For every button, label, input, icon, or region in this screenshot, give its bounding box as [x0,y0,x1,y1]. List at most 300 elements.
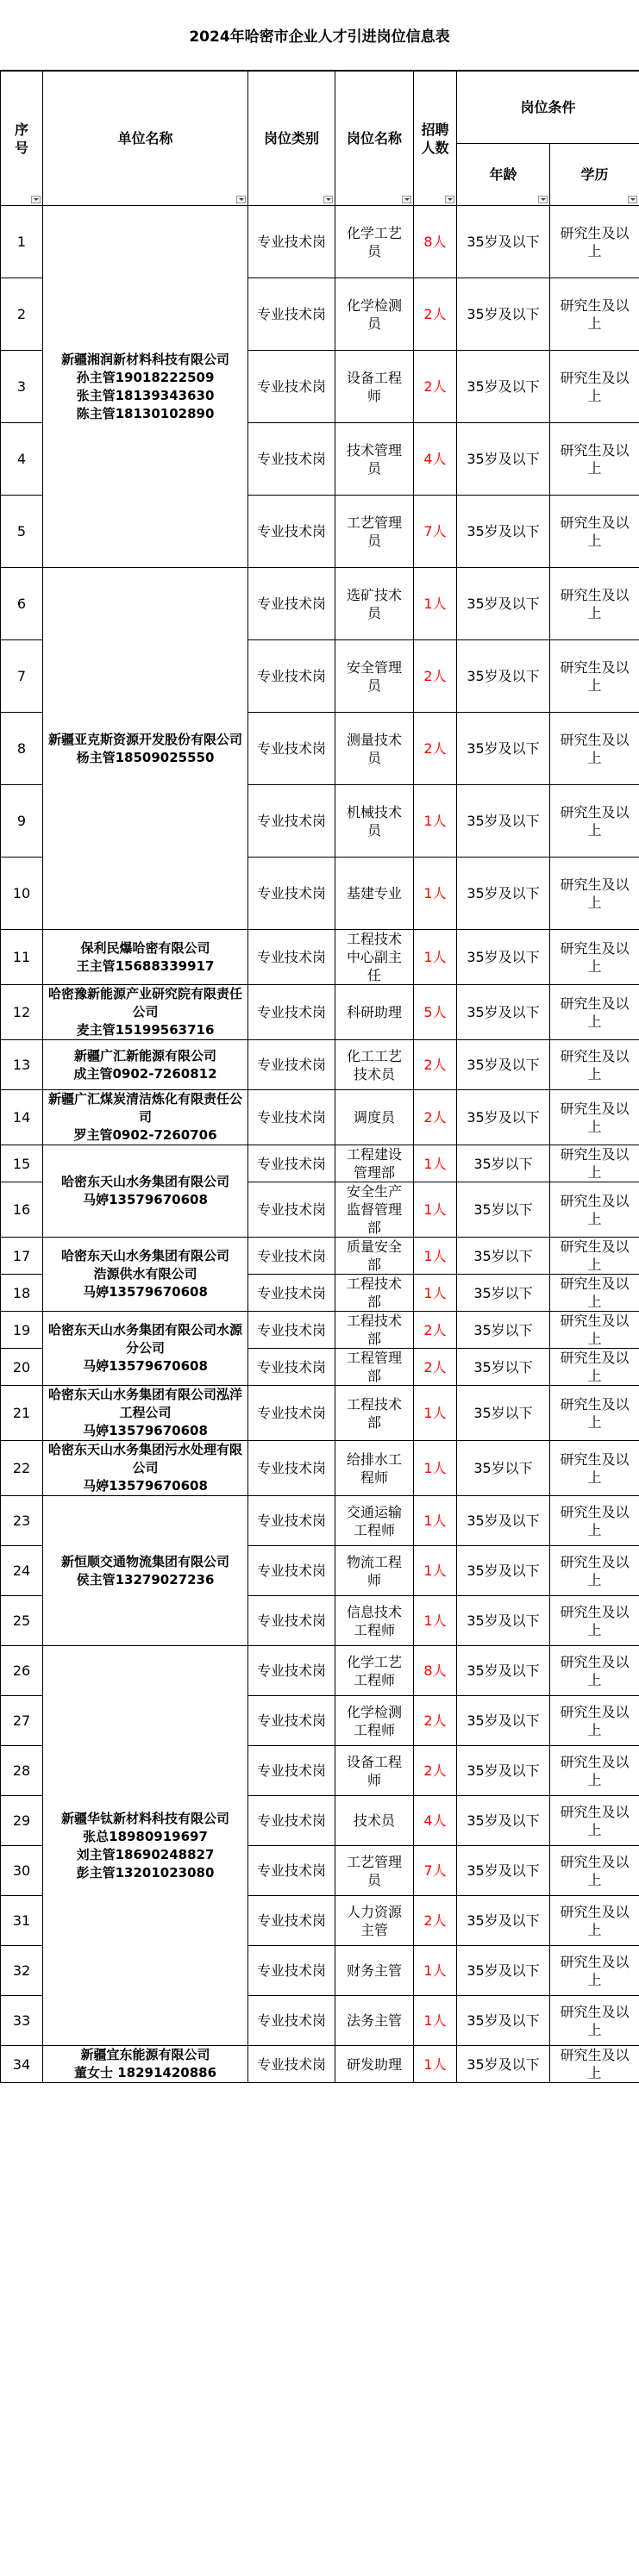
table-row [1,1090,639,1145]
cell-no-text: 20 [12,1358,31,1375]
cell-count [414,1946,457,1996]
cell-age [457,1896,550,1946]
cell-no-text: 1 [16,234,27,250]
cell-count-text: 2人 [423,378,447,395]
cell-count [414,930,457,985]
cell-count [414,985,457,1040]
cell-post-type [248,930,335,985]
cell-age-text: 35岁及以下 [467,596,540,612]
cell-age [457,1312,550,1349]
cell-no [1,1238,43,1275]
filter-dropdown-icon[interactable] [323,196,333,203]
cell-post-name [335,351,414,423]
unit-line: 新疆广汇煤炭清洁炼化有限责任公司 [47,1091,242,1125]
header-no: 序号 [1,72,43,206]
cell-education-text: 研究生及以上 [560,1503,630,1538]
cell-no-text: 8 [16,740,27,757]
cell-age-text: 35岁及以下 [467,1662,540,1679]
cell-unit [43,985,248,1040]
unit-line: 张主管18139343630 [76,387,215,403]
cell-age [457,1275,550,1312]
cell-education-text: 研究生及以上 [560,224,630,259]
cell-post-type [248,1145,335,1182]
cell-education-text: 研究生及以上 [560,1703,630,1738]
cell-post-name-text: 安全管理员 [346,658,402,694]
cell-education [550,1312,639,1349]
cell-education-text: 研究生及以上 [560,803,630,839]
cell-age-text: 35岁以下 [473,1460,533,1476]
cell-age-text: 35岁及以下 [467,2055,540,2073]
cell-education [550,1546,639,1596]
unit-line: 哈密东天山水务集团有限公司 [60,1248,229,1263]
cell-count-text: 1人 [423,1247,447,1264]
cell-count [414,785,457,858]
cell-post-type [248,1946,335,1996]
cell-count-text: 1人 [423,949,447,965]
cell-post-name-text: 质量安全部 [346,1238,402,1273]
cell-count [414,858,457,930]
cell-post-name [335,1312,414,1349]
cell-post-type [248,278,335,351]
cell-no [1,985,43,1040]
cell-no [1,1386,43,1441]
table-row [1,1145,639,1182]
cell-post-type [248,1275,335,1312]
cell-post-name [335,713,414,785]
header-row-1 [1,72,639,144]
cell-age-text: 35岁及以下 [467,1812,540,1829]
cell-education-text: 研究生及以上 [560,1853,630,1888]
cell-count-text: 1人 [423,1513,447,1529]
cell-count [414,1896,457,1946]
cell-no-text: 22 [12,1460,31,1476]
unit-line: 哈密东天山水务集团有限公司泓洋工程公司 [47,1387,242,1420]
cell-age-text: 35岁及以下 [467,740,540,757]
cell-no [1,206,43,278]
cell-unit [43,568,248,930]
cell-post-name-text: 信息技术工程师 [346,1603,402,1638]
cell-count-text: 1人 [423,1155,447,1172]
cell-education-text: 研究生及以上 [560,939,630,975]
cell-age-text: 35岁及以下 [467,306,540,322]
cell-education [550,423,639,496]
cell-post-type [248,423,335,496]
cell-post-type [248,1441,335,1496]
cell-count [414,1040,457,1090]
header-post-name: 岗位名称 [335,72,414,206]
cell-age-text: 35岁及以下 [467,1513,540,1529]
cell-post-type-text: 专业技术岗 [256,885,326,901]
cell-post-type [248,1546,335,1596]
cell-post-name-text: 化工工艺技术员 [346,1047,402,1082]
cell-count-text: 2人 [423,1109,447,1126]
cell-count-text: 4人 [423,451,447,467]
cell-age [457,351,550,423]
cell-no [1,1441,43,1496]
cell-no-text: 28 [12,1762,31,1779]
cell-education-text: 研究生及以上 [560,1753,630,1788]
cell-education [550,1275,639,1312]
cell-post-type-text: 专业技术岗 [256,1109,326,1126]
cell-post-type-text: 专业技术岗 [256,813,326,829]
unit-line: 张总18980919697 [83,1828,208,1844]
cell-post-name [335,1238,414,1275]
cell-post-name-text: 工程管理部 [346,1350,402,1384]
cell-post-type-text: 专业技术岗 [256,1201,326,1218]
cell-education-text: 研究生及以上 [560,2047,630,2081]
cell-no [1,1946,43,1996]
cell-post-type-text: 专业技术岗 [256,1812,326,1829]
cell-age [457,423,550,496]
cell-no [1,568,43,640]
table-row [1,1040,639,1090]
unit-line: 保利民爆哈密有限公司 [80,939,210,956]
cell-post-type [248,1796,335,1846]
filter-dropdown-icon[interactable] [31,196,41,203]
cell-education [550,1796,639,1846]
cell-education-text: 研究生及以上 [560,441,630,477]
cell-age-text: 35岁以下 [473,1247,533,1264]
cell-no-text: 26 [12,1662,31,1679]
cell-post-name-text: 设备工程师 [346,369,402,404]
cell-no [1,1182,43,1238]
cell-age [457,640,550,713]
cell-education [550,1846,639,1896]
cell-count [414,206,457,278]
header-conditions: 岗位条件 [457,72,639,144]
cell-count [414,351,457,423]
cell-unit [43,1386,248,1441]
cell-education-text: 研究生及以上 [560,1146,630,1181]
cell-no [1,1145,43,1182]
unit-line: 新疆湘润新材料科技有限公司 [60,351,229,367]
table-row [1,2046,639,2083]
cell-age-text: 35岁及以下 [467,1109,540,1126]
cell-education-text: 研究生及以上 [560,876,630,911]
cell-count [414,1386,457,1441]
cell-age [457,1386,550,1441]
cell-no [1,858,43,930]
cell-post-name [335,1796,414,1846]
cell-no [1,351,43,423]
cell-no-text: 34 [12,2055,31,2073]
unit-line: 哈密豫新能源产业研究院有限责任公司 [47,986,242,1020]
cell-unit [43,1090,248,1145]
cell-count [414,1746,457,1796]
cell-education-text: 研究生及以上 [560,1313,630,1347]
cell-post-name-text: 科研助理 [346,1004,402,1020]
table-row [1,1441,639,1496]
cell-education-text: 研究生及以上 [560,658,630,694]
cell-post-name-text: 化学检测员 [346,296,402,332]
unit-line: 新疆宜东能源有限公司 [80,2047,210,2062]
cell-age [457,1090,550,1145]
cell-post-type-text: 专业技术岗 [256,1247,326,1264]
cell-no-text: 6 [16,596,27,612]
cell-age [457,2046,550,2083]
cell-education-text: 研究生及以上 [560,1803,630,1838]
cell-post-type-text: 专业技术岗 [256,1962,326,1979]
cell-unit [43,1040,248,1090]
cell-age-text: 35岁及以下 [467,1712,540,1729]
cell-count-text: 7人 [423,1862,447,1879]
cell-count-text: 1人 [423,596,447,612]
cell-post-name [335,1496,414,1546]
cell-age-text: 35岁及以下 [467,378,540,395]
cell-no-text: 15 [12,1155,31,1172]
cell-no-text: 7 [16,668,27,684]
cell-post-type-text: 专业技术岗 [256,1004,326,1020]
unit-line: 孙主管19018222509 [76,369,215,385]
cell-count-text: 2人 [423,1912,447,1929]
cell-post-type-text: 专业技术岗 [256,1712,326,1729]
cell-count [414,1145,457,1182]
cell-count-text: 1人 [423,1201,447,1218]
cell-count-text: 2人 [423,1057,447,1073]
cell-post-name [335,858,414,930]
header-age: 年龄 [457,144,550,206]
unit-line: 马婷13579670608 [83,1423,208,1438]
cell-education-text: 研究生及以上 [560,1953,630,1988]
cell-age [457,278,550,351]
cell-post-name [335,1386,414,1441]
cell-no-text: 25 [12,1612,31,1629]
cell-no [1,2046,43,2083]
cell-education [550,1746,639,1796]
cell-count [414,1496,457,1546]
cell-no-text: 17 [12,1247,31,1264]
cell-post-name-text: 工程建设管理部 [346,1146,402,1181]
cell-education-text: 研究生及以上 [560,1192,630,1227]
cell-post-name-text: 工程技术部 [346,1313,402,1347]
filter-dropdown-icon[interactable] [402,196,411,203]
cell-no [1,1496,43,1546]
cell-count-text: 2人 [423,1321,447,1338]
cell-age [457,568,550,640]
cell-post-name-text: 给排水工程师 [346,1450,402,1486]
cell-post-type-text: 专业技术岗 [256,740,326,757]
cell-age [457,713,550,785]
cell-count [414,423,457,496]
cell-age [457,1441,550,1496]
cell-unit [43,1238,248,1312]
cell-age [457,785,550,858]
unit-line: 刘主管18690248827 [76,1846,215,1862]
cell-count [414,1349,457,1386]
table-row [1,568,639,640]
cell-education-text: 研究生及以上 [560,2003,630,2038]
cell-age [457,496,550,568]
filter-dropdown-icon[interactable] [628,196,637,203]
unit-line: 麦主管15199563716 [76,1022,215,1038]
cell-age [457,1496,550,1546]
unit-line: 哈密东天山水务集团有限公司 [60,1174,229,1189]
cell-count-text: 2人 [423,1358,447,1375]
cell-post-type-text: 专业技术岗 [256,1460,326,1476]
cell-no-text: 30 [12,1862,31,1879]
cell-post-type [248,1349,335,1386]
cell-age-text: 35岁及以下 [467,234,540,250]
cell-post-type-text: 专业技术岗 [256,1562,326,1579]
filter-dropdown-icon[interactable] [236,196,246,203]
cell-education [550,1596,639,1646]
cell-post-name [335,1896,414,1946]
cell-no-text: 2 [16,306,27,322]
unit-line: 浩源供水有限公司 [93,1266,197,1282]
cell-no [1,1746,43,1796]
cell-age [457,1040,550,1090]
table-row [1,206,639,278]
cell-post-type [248,1312,335,1349]
cell-post-name-text: 技术管理员 [346,441,402,477]
cell-education-text: 研究生及以上 [560,1350,630,1384]
cell-post-name-text: 工程技术部 [346,1276,402,1310]
cell-post-name [335,1846,414,1896]
cell-post-name [335,568,414,640]
cell-education [550,930,639,985]
cell-education [550,1896,639,1946]
table-row [1,1496,639,1546]
cell-count [414,1796,457,1846]
cell-education [550,1996,639,2046]
cell-post-type-text: 专业技术岗 [256,1155,326,1172]
cell-post-name [335,1145,414,1182]
cell-post-type-text: 专业技术岗 [256,1057,326,1073]
unit-line: 马婷13579670608 [83,1284,208,1300]
cell-age [457,930,550,985]
cell-age-text: 35岁及以下 [467,1612,540,1629]
unit-line: 董女士 18291420886 [73,2065,217,2080]
cell-age [457,1145,550,1182]
positions-table [0,71,639,2083]
cell-age-text: 35岁及以下 [467,2012,540,2029]
cell-education [550,1696,639,1746]
cell-post-name-text: 工程技术部 [346,1395,402,1431]
cell-education-text: 研究生及以上 [560,1100,630,1135]
unit-line: 新疆广汇新能源有限公司 [73,1047,216,1063]
cell-no-text: 18 [12,1284,31,1301]
cell-post-name-text: 选矿技术员 [346,586,402,621]
cell-no-text: 9 [16,813,27,829]
cell-age-text: 35岁以下 [473,1358,533,1375]
cell-education [550,1441,639,1496]
cell-post-type [248,640,335,713]
cell-age-text: 35岁及以下 [467,885,540,901]
cell-no [1,1696,43,1746]
cell-post-type-text: 专业技术岗 [256,1513,326,1529]
filter-dropdown-icon[interactable] [538,196,548,203]
cell-education-text: 研究生及以上 [560,1603,630,1638]
cell-age [457,1996,550,2046]
table-row [1,1646,639,1696]
unit-line: 侯主管13279027236 [76,1571,215,1587]
cell-no-text: 3 [16,378,27,395]
cell-count [414,1238,457,1275]
cell-education [550,1386,639,1441]
cell-post-type [248,1238,335,1275]
cell-no-text: 31 [12,1912,31,1929]
cell-post-name-text: 化学工艺工程师 [346,1653,402,1688]
cell-education-text: 研究生及以上 [560,995,630,1030]
cell-count-text: 1人 [423,2012,447,2029]
cell-post-type [248,1090,335,1145]
cell-age [457,1349,550,1386]
cell-post-name-text: 人力资源主管 [346,1903,402,1938]
cell-education-text: 研究生及以上 [560,731,630,766]
cell-post-type [248,1040,335,1090]
cell-post-name-text: 基建专业 [346,885,402,901]
cell-age-text: 35岁以下 [473,1284,533,1301]
cell-post-name [335,1275,414,1312]
cell-post-type-text: 专业技术岗 [256,668,326,684]
cell-education [550,1946,639,1996]
cell-age-text: 35岁及以下 [467,813,540,829]
cell-age-text: 35岁及以下 [467,1562,540,1579]
cell-education [550,1349,639,1386]
cell-no-text: 16 [12,1201,31,1218]
cell-count [414,1275,457,1312]
unit-line: 哈密东天山水务集团污水处理有限公司 [47,1442,242,1475]
unit-line: 马婷13579670608 [83,1358,208,1374]
cell-count-text: 1人 [423,813,447,829]
cell-post-type-text: 专业技术岗 [256,451,326,467]
cell-count [414,278,457,351]
filter-dropdown-icon[interactable] [445,196,454,203]
table-row [1,985,639,1040]
cell-age-text: 35岁及以下 [467,1862,540,1879]
cell-post-name-text: 工程技术中心副主任 [346,931,402,983]
cell-post-type-text: 专业技术岗 [256,949,326,965]
cell-no-text: 29 [12,1812,31,1829]
cell-education [550,1040,639,1090]
unit-line: 新疆华钛新材料科技有限公司 [60,1810,229,1826]
cell-post-type-text: 专业技术岗 [256,1358,326,1375]
cell-post-name-text: 交通运输工程师 [346,1503,402,1538]
cell-unit [43,1646,248,2046]
cell-count-text: 5人 [423,1004,447,1020]
cell-post-name [335,785,414,858]
cell-unit [43,206,248,568]
cell-education [550,206,639,278]
cell-age [457,206,550,278]
table-body [1,206,639,2083]
cell-education-text: 研究生及以上 [560,1450,630,1486]
cell-count [414,1696,457,1746]
cell-education-text: 研究生及以上 [560,1903,630,1938]
cell-post-name-text: 测量技术员 [346,731,402,766]
cell-post-type [248,1746,335,1796]
cell-count [414,640,457,713]
cell-count [414,1312,457,1349]
table-title: 2024年哈密市企业人才引进岗位信息表 [0,0,639,71]
cell-post-name [335,1946,414,1996]
cell-post-type [248,1896,335,1946]
cell-age-text: 35岁及以下 [467,668,540,684]
cell-age-text: 35岁以下 [473,1155,533,1172]
cell-post-type-text: 专业技术岗 [256,378,326,395]
cell-post-type-text: 专业技术岗 [256,234,326,250]
cell-no-text: 12 [12,1004,31,1020]
cell-education [550,1238,639,1275]
unit-line: 新恒顺交通物流集团有限公司 [60,1553,229,1569]
cell-no [1,1846,43,1896]
cell-post-name [335,1746,414,1796]
cell-no [1,640,43,713]
cell-education [550,985,639,1040]
header-post-type: 岗位类别 [248,72,335,206]
cell-post-name [335,1596,414,1646]
cell-education-text: 研究生及以上 [560,1653,630,1688]
